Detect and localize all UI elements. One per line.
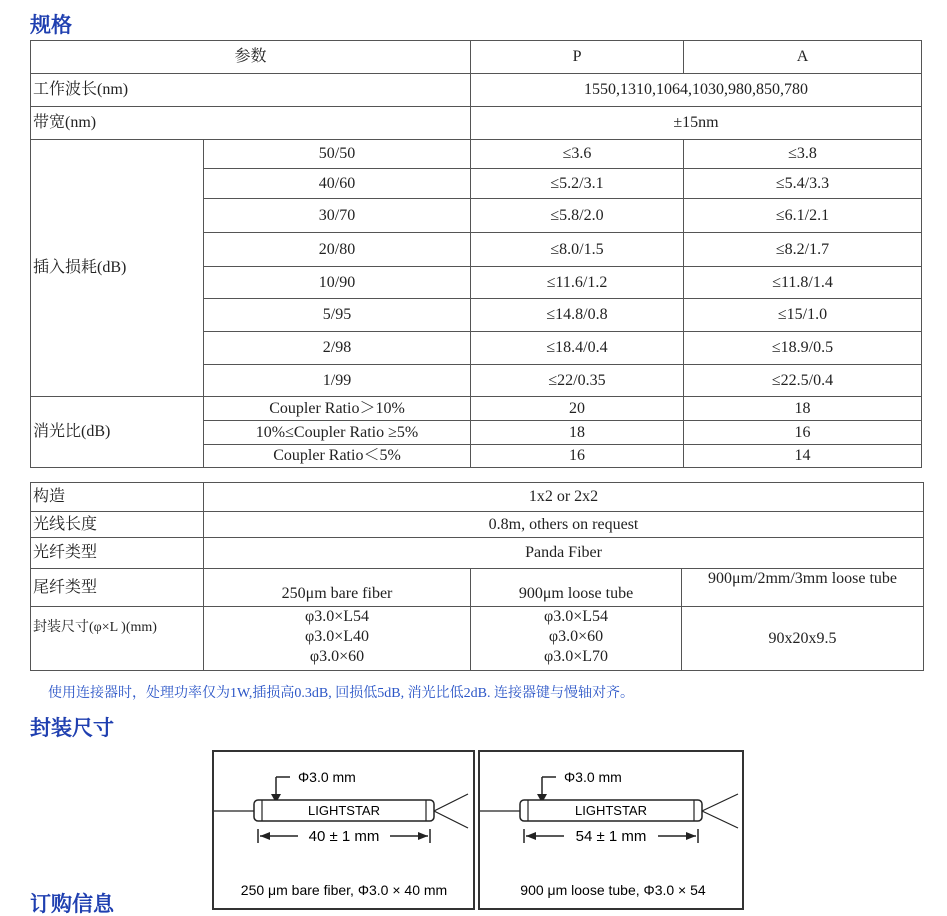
p-cell: ≤3.6: [471, 140, 684, 169]
ratio-cell: 5/95: [204, 299, 471, 332]
pigtail-type-250: 250μm bare fiber: [204, 569, 471, 607]
arrow-left-icon: [526, 832, 536, 840]
package-size-value: φ3.0×L54: [304, 608, 370, 625]
package-size-row: [31, 607, 924, 671]
diameter-label: Φ3.0 mm: [564, 769, 622, 785]
spec-heading: 规格: [30, 13, 72, 37]
a-cell: 18: [684, 397, 922, 421]
fiber-type-value: Panda Fiber: [204, 538, 924, 569]
a-cell: ≤15/1.0: [684, 299, 922, 332]
extinction-label: 消光比(dB): [31, 397, 204, 468]
a-cell: ≤6.1/2.1: [684, 199, 922, 233]
a-cell: ≤8.2/1.7: [684, 233, 922, 267]
condition-cell: Coupler Ratio＜5%: [204, 445, 471, 468]
condition-cell: 10%≤Coupler Ratio ≥5%: [204, 421, 471, 445]
insertion-loss-label: 插入损耗(dB): [31, 140, 204, 397]
config-table: [30, 482, 924, 671]
length-label: 40 ± 1 mm: [308, 828, 380, 845]
a-cell: ≤22.5/0.4: [684, 365, 922, 397]
wavelength-value: 1550,1310,1064,1030,980,850,780: [471, 74, 922, 107]
pigtail-type-900: 900μm loose tube: [471, 569, 682, 607]
order-heading: 订购信息: [30, 892, 114, 916]
p-cell: ≤18.4/0.4: [471, 332, 684, 365]
pigtail-type-loose-tube: 900μm/2mm/3mm loose tube: [682, 569, 924, 607]
wavelength-label: 工作波长(nm): [31, 74, 471, 107]
fiber-length-row: [31, 512, 924, 538]
a-cell: ≤5.4/3.3: [684, 169, 922, 199]
wavelength-row: [31, 74, 922, 107]
package-drawing: [214, 752, 477, 912]
a-cell: ≤3.8: [684, 140, 922, 169]
package-heading: 封装尺寸: [30, 716, 114, 740]
p-cell: ≤8.0/1.5: [471, 233, 684, 267]
table-row: [31, 140, 922, 169]
fiber-type-row: [31, 538, 924, 569]
a-cell: 14: [684, 445, 922, 468]
package-size-col1: [204, 607, 471, 671]
arrow-right-icon: [686, 832, 696, 840]
spec-table: [30, 40, 922, 468]
fiber-line-right: [434, 794, 468, 811]
ratio-cell: 40/60: [204, 169, 471, 199]
ratio-cell: 20/80: [204, 233, 471, 267]
brand-label: LIGHTSTAR: [575, 803, 647, 818]
package-size-label: 封装尺寸(φ×L )(mm): [31, 607, 204, 671]
length-label: 54 ± 1 mm: [575, 828, 647, 845]
connector-note: 使用连接器时，处理功率仅为1W,插损高0.3dB, 回损低5dB, 消光比低2dB. 连接器键与慢轴对齐。: [48, 686, 634, 701]
package-size-col2: [471, 607, 682, 671]
package-size-col3: 90x20x9.5: [682, 607, 924, 671]
p-cell: ≤22/0.35: [471, 365, 684, 397]
fiber-type-label: 光纤类型: [31, 538, 204, 569]
spec-table-header: [31, 41, 922, 74]
table-row: [31, 397, 922, 421]
p-cell: 16: [471, 445, 684, 468]
package-size-value: φ3.0×L40: [304, 628, 370, 645]
a-cell: 16: [684, 421, 922, 445]
a-cell: ≤11.8/1.4: [684, 267, 922, 299]
bandwidth-label: 带宽(nm): [31, 107, 471, 140]
arrow-right-icon: [418, 832, 428, 840]
diagram-caption: 900 μm loose tube, Φ3.0 × 54: [520, 882, 706, 898]
pigtail-type-row: [31, 569, 924, 607]
fiber-line-right: [702, 794, 738, 811]
fiber-line-right: [434, 811, 468, 828]
p-cell: 18: [471, 421, 684, 445]
condition-cell: Coupler Ratio＞10%: [204, 397, 471, 421]
fiber-length-label: 光线长度: [31, 512, 204, 538]
ratio-cell: 50/50: [204, 140, 471, 169]
brand-label: LIGHTSTAR: [308, 803, 380, 818]
a-cell: ≤18.9/0.5: [684, 332, 922, 365]
package-size-value: φ3.0×L54: [543, 608, 609, 625]
header-p: P: [471, 41, 684, 74]
fiber-line-right: [702, 811, 738, 828]
fiber-length-value: 0.8m, others on request: [204, 512, 924, 538]
ratio-cell: 10/90: [204, 267, 471, 299]
ratio-cell: 1/99: [204, 365, 471, 397]
bandwidth-value: ±15nm: [471, 107, 922, 140]
ratio-cell: 2/98: [204, 332, 471, 365]
p-cell: ≤11.6/1.2: [471, 267, 684, 299]
package-size-value: φ3.0×L70: [543, 648, 609, 665]
header-param: 参数: [31, 41, 471, 74]
package-size-value: φ3.0×60: [548, 628, 604, 645]
ratio-cell: 30/70: [204, 199, 471, 233]
pigtail-type-label: 尾纤类型: [31, 569, 204, 607]
bandwidth-row: [31, 107, 922, 140]
arrow-left-icon: [260, 832, 270, 840]
p-cell: ≤5.8/2.0: [471, 199, 684, 233]
structure-label: 构造: [31, 483, 204, 512]
package-drawing: [480, 752, 746, 912]
package-size-value: φ3.0×60: [309, 648, 365, 665]
header-a: A: [684, 41, 922, 74]
package-diagram-900: [478, 750, 744, 910]
diameter-label: Φ3.0 mm: [298, 769, 356, 785]
p-cell: 20: [471, 397, 684, 421]
structure-value: 1x2 or 2x2: [204, 483, 924, 512]
p-cell: ≤14.8/0.8: [471, 299, 684, 332]
p-cell: ≤5.2/3.1: [471, 169, 684, 199]
diagram-caption: 250 μm bare fiber, Φ3.0 × 40 mm: [240, 882, 448, 898]
structure-row: [31, 483, 924, 512]
package-diagram-250: [212, 750, 475, 910]
